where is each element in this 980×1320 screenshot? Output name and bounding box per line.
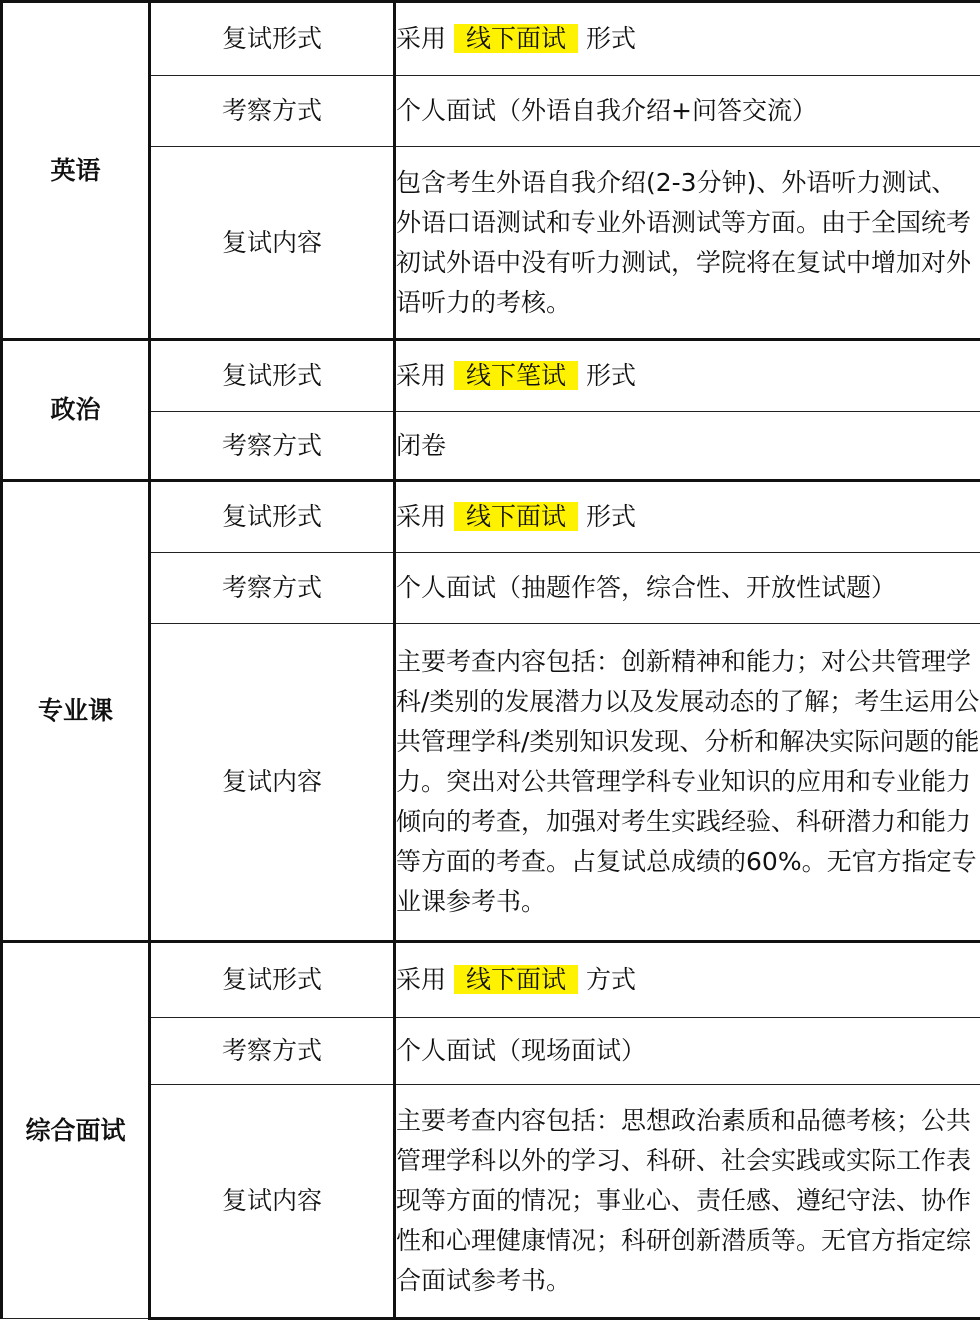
aspect-cell: 复试形式 [150, 942, 395, 1018]
aspect-cell: 复试形式 [150, 340, 395, 412]
aspect-cell: 复试内容 [150, 624, 395, 942]
table-row [2, 340, 980, 412]
detail-suffix: 形式 [585, 361, 636, 390]
detail-cell: 主要考查内容包括：创新精神和能力；对公共管理学科/类别的发展潜力以及发展动态的了解；考生运用公共管理学科/类别知识发现、分析和解决实际问题的能力。突出对公共管理学科专业知识的应用和专业能力倾向的考查，加强对考生实践经验、科研潜力和能力等方面的考查。占复试总成绩的60%。无官方指定专业课参考书。 [395, 624, 980, 942]
detail-suffix: 形式 [585, 502, 636, 531]
detail-cell [395, 340, 980, 412]
subject-english: 英语 [2, 2, 150, 340]
subject-major: 专业课 [2, 481, 150, 942]
aspect-cell: 考察方式 [150, 553, 395, 624]
detail-prefix: 采用 [396, 502, 447, 531]
aspect-cell: 考察方式 [150, 412, 395, 481]
table-row [2, 2, 980, 76]
subject-interview: 综合面试 [2, 942, 150, 1319]
detail-cell: 个人面试（抽题作答，综合性、开放性试题） [395, 553, 980, 624]
detail-cell [395, 942, 980, 1018]
detail-cell: 个人面试（现场面试） [395, 1018, 980, 1085]
detail-prefix: 采用 [396, 965, 447, 994]
detail-suffix: 形式 [585, 24, 636, 53]
aspect-cell: 考察方式 [150, 76, 395, 147]
subject-politics: 政治 [2, 340, 150, 481]
highlight-mark: 线下面试 [454, 502, 578, 531]
aspect-cell: 复试内容 [150, 1085, 395, 1319]
aspect-cell: 考察方式 [150, 1018, 395, 1085]
detail-cell [395, 481, 980, 553]
detail-cell: 主要考查内容包括：思想政治素质和品德考核；公共管理学科以外的学习、科研、社会实践或实际工作表现等方面的情况；事业心、责任感、遵纪守法、协作性和心理健康情况；科研创新潜质等。无官方指定综合面试参考书。 [395, 1085, 980, 1319]
aspect-cell: 复试形式 [150, 481, 395, 553]
detail-prefix: 采用 [396, 361, 447, 390]
table-row [2, 481, 980, 553]
highlight-mark: 线下笔试 [454, 361, 578, 390]
highlight-mark: 线下面试 [454, 965, 578, 994]
detail-cell: 包含考生外语自我介绍(2-3分钟)、外语听力测试、外语口语测试和专业外语测试等方面。由于全国统考初试外语中没有听力测试，学院将在复试中增加对外语听力的考核。 [395, 147, 980, 340]
detail-cell: 闭卷 [395, 412, 980, 481]
aspect-cell: 复试内容 [150, 147, 395, 340]
highlight-mark: 线下面试 [454, 24, 578, 53]
detail-cell: 个人面试（外语自我介绍+问答交流） [395, 76, 980, 147]
aspect-cell: 复试形式 [150, 2, 395, 76]
table-row [2, 942, 980, 1018]
detail-suffix: 方式 [585, 965, 636, 994]
detail-cell [395, 2, 980, 76]
detail-prefix: 采用 [396, 24, 447, 53]
